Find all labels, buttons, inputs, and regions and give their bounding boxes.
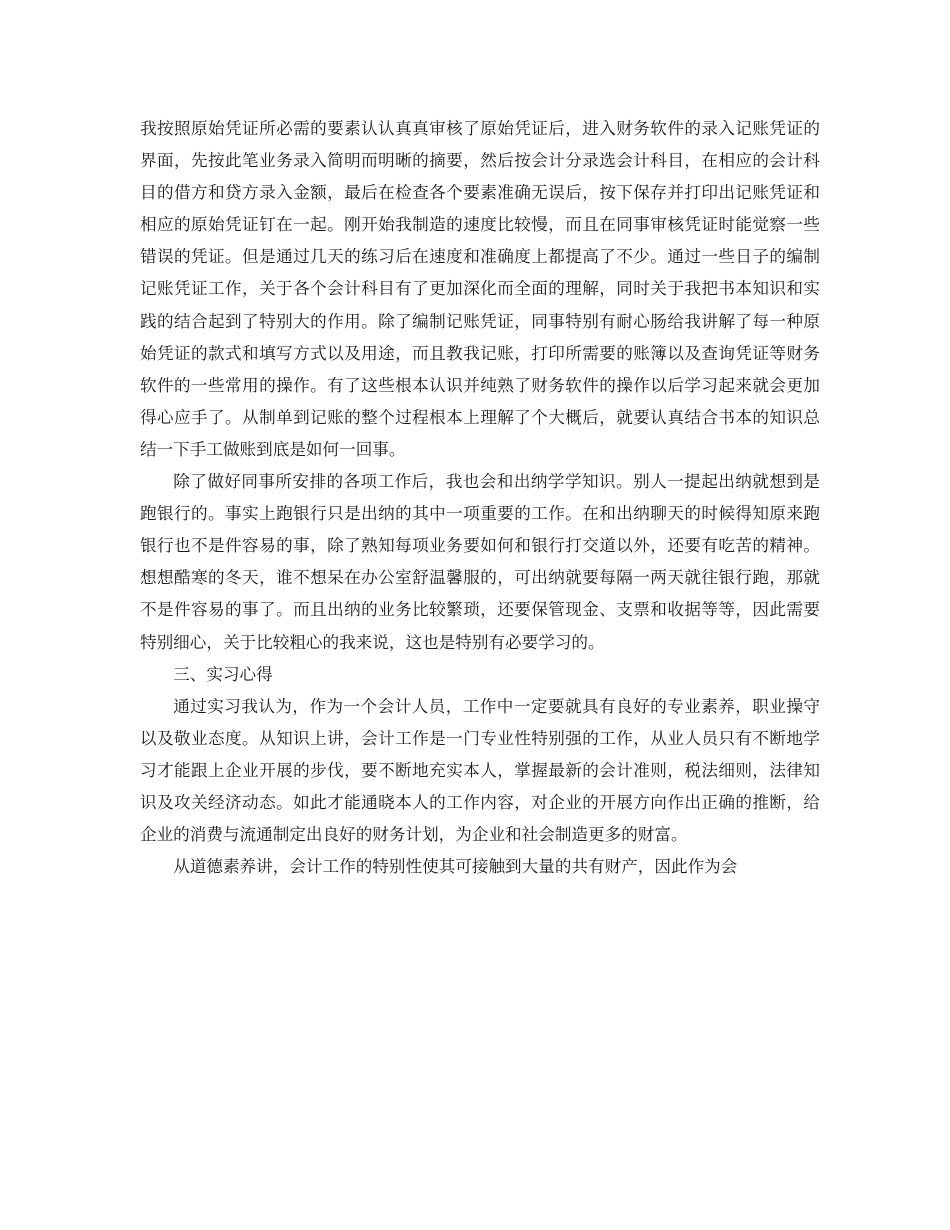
paragraph-cashier-learning: 除了做好同事所安排的各项工作后，我也会和出纳学学知识。别人一提起出纳就想到是跑银行的。事实上跑银行只是出纳的其中一项重要的工作。在和出纳聊天的时候得知原来跑银行也不是件容易的事，除了熟知每项业务要如何和银行打交道以外，还要有吃苦的精神。想想酷寒的冬天，谁不想呆在办公室舒温馨服的，可出纳就要每隔一两天就往银行跑，那就不是件容易的事了。而且出纳的业务比较繁琐，还要保管现金、支票和收据等等，因此需要特别细心，关于比较粗心的我来说，这也是特别有必要学习的。: [140, 472, 820, 652]
paragraph-professional-qualities: 通过实习我认为，作为一个会计人员，工作中一定要就具有良好的专业素养，职业操守以及敬业态度。从知识上讲，会计工作是一门专业性特别强的工作，从业人员只有不断地学习才能跟上企业开展的步伐，要不断地充实本人，掌握最新的会计准则，税法细则，法律知识及攻关经济动态。如此才能通晓本人的工作内容，对企业的开展方向作出正确的推断，给企业的消费与流通制定出良好的财务计划，为企业和社会制造更多的财富。: [140, 696, 820, 845]
section-heading-internship-reflections: 三、实习心得: [173, 664, 273, 684]
paragraph-moral-qualities: 从道德素养讲，会计工作的特别性使其可接触到大量的共有财产，因此作为会: [173, 857, 738, 877]
paragraph-voucher-entry: 我按照原始凭证所必需的要素认认真真审核了原始凭证后，进入财务软件的录入记账凭证的界面，先按此笔业务录入简明而明晰的摘要，然后按会计分录选会计科目，在相应的会计科目的借方和贷方录入金额，最后在检查各个要素准确无误后，按下保存并打印出记账凭证和相应的原始凭证钉在一起。刚开始我制造的速度比较慢，而且在同事审核凭证时能觉察一些错误的凭证。但是通过几天的练习后在速度和准确度上都提高了不少。通过一些日子的编制记账凭证工作，关于各个会计科目有了更加深化而全面的理解，同时关于我把书本知识和实践的结合起到了特别大的作用。除了编制记账凭证，同事特别有耐心肠给我讲解了每一种原始凭证的款式和填写方式以及用途，而且教我记账，打印所需要的账簿以及查询凭证等财务软件的一些常用的操作。有了这些根本认识并纯熟了财务软件的操作以后学习起来就会更加得心应手了。从制单到记账的整个过程根本上理解了个大概后，就要认真结合书本的知识总结一下手工做账到底是如何一回事。: [140, 119, 820, 459]
document-body: [140, 113, 820, 883]
